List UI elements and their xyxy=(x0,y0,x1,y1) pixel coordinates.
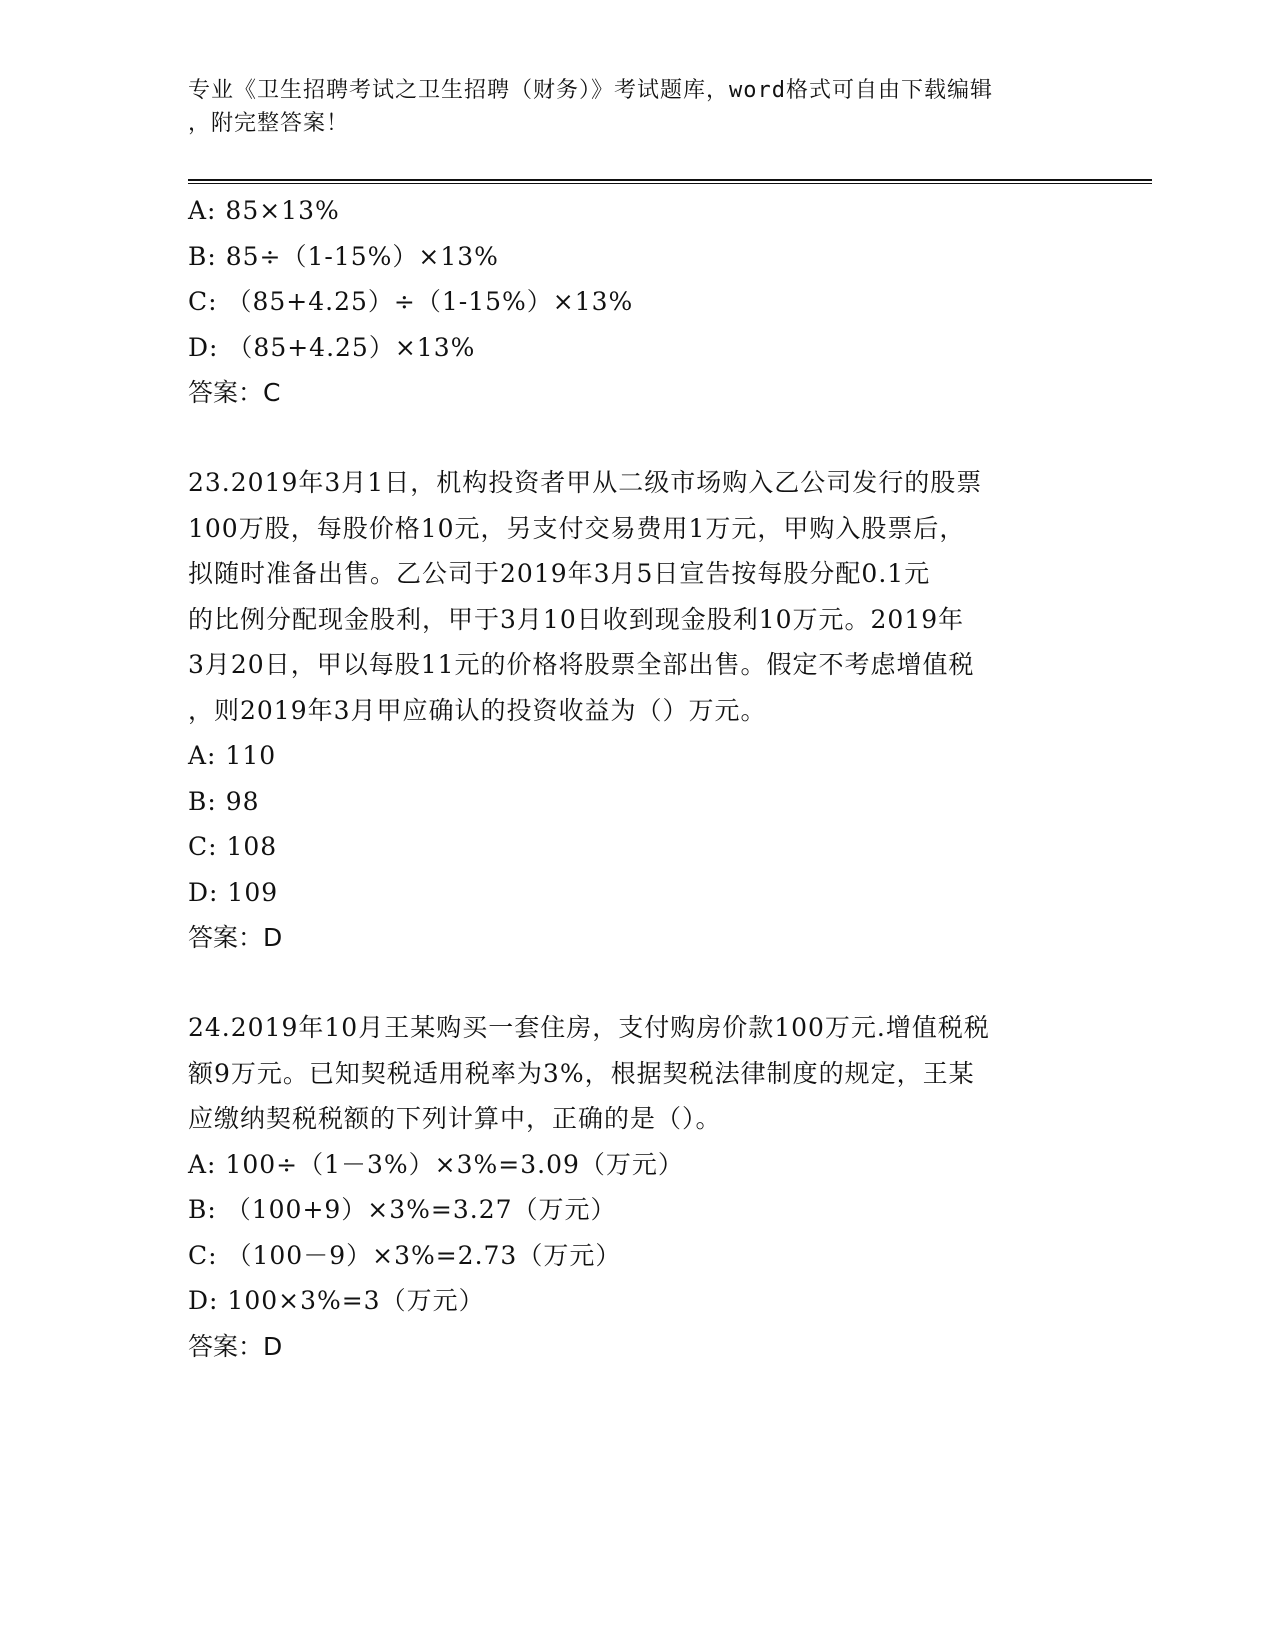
option-b: B: 85÷（1-15%）×13% xyxy=(188,241,499,271)
option-a: A: 85×13% xyxy=(188,196,340,225)
question-stem-line: 拟随时准备出售。乙公司于2019年3月5日宣告按每股分配0.1元 xyxy=(188,559,931,588)
question-stem-line: 的比例分配现金股利，甲于3月10日收到现金股利10万元。2019年 xyxy=(188,604,965,634)
option-b: B: 98 xyxy=(188,786,260,816)
question-stem-line: 100万股，每股价格10元，另支付交易费用1万元，甲购入股票后， xyxy=(188,513,966,543)
header-divider-thick xyxy=(188,179,1152,181)
option-d: D: 109 xyxy=(188,877,279,907)
option-b: B: （100+9）×3%=3.27（万元） xyxy=(188,1195,617,1224)
question-stem-line: 应缴纳契税税额的下列计算中，正确的是（）。 xyxy=(188,1104,722,1133)
question-stem-line: ，则2019年3月甲应确认的投资收益为（）万元。 xyxy=(188,695,767,725)
header-divider-thin xyxy=(188,183,1152,184)
option-d: D: 100×3%=3（万元） xyxy=(188,1286,485,1315)
option-c: C: （85+4.25）÷（1-15%）×13% xyxy=(188,287,634,316)
question-23 xyxy=(188,460,1088,961)
option-d: D: （85+4.25）×13% xyxy=(188,332,476,362)
question-22 xyxy=(188,188,1088,416)
answer: 答案：D xyxy=(188,923,283,952)
document-header xyxy=(188,74,1068,140)
header-line-1: 专业《卫生招聘考试之卫生招聘（财务）》考试题库，word格式可自由下载编辑 xyxy=(188,78,993,103)
header-line-2: ，附完整答案！ xyxy=(188,111,350,136)
option-c: C: 108 xyxy=(188,832,278,861)
question-stem-line: 额9万元。已知契税适用税率为3%，根据契税法律制度的规定，王某 xyxy=(188,1058,975,1088)
question-stem-line: 24.2019年10月王某购买一套住房，支付购房价款100万元.增值税税 xyxy=(188,1013,990,1042)
option-c: C: （100－9）×3%=2.73（万元） xyxy=(188,1240,622,1270)
question-stem-line: 3月20日，甲以每股11元的价格将股票全部出售。假定不考虑增值税 xyxy=(188,650,975,679)
answer: 答案：C xyxy=(188,378,281,407)
option-a: A: 110 xyxy=(188,741,277,770)
question-stem-line: 23.2019年3月1日，机构投资者甲从二级市场购入乙公司发行的股票 xyxy=(188,468,983,497)
option-a: A: 100÷（1－3%）×3%=3.09（万元） xyxy=(188,1149,684,1179)
answer: 答案：D xyxy=(188,1331,283,1361)
question-24 xyxy=(188,1005,1088,1369)
